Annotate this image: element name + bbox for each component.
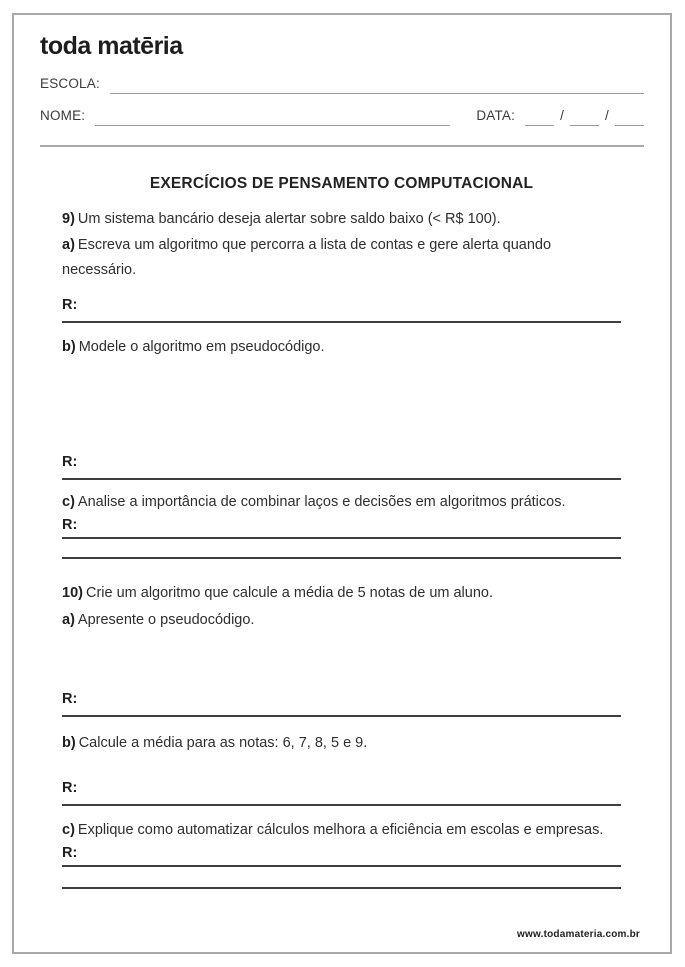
part-label: c) <box>62 494 75 510</box>
answer-line-10c-extra <box>62 887 621 889</box>
question-10-number: 10) <box>62 585 83 601</box>
part-text: Modele o algoritmo em pseudocódigo. <box>78 339 325 355</box>
date-separator: / <box>605 108 609 123</box>
part-label: a) <box>62 237 75 253</box>
question-10-part-b <box>62 731 621 756</box>
question-9-part-b <box>62 335 621 360</box>
part-label: b) <box>62 735 76 751</box>
question-9 <box>62 207 621 232</box>
date-year-blank <box>615 110 644 126</box>
part-text: Explique como automatizar cálculos melhora a eficiência em escolas e empresas. <box>77 822 604 838</box>
answer-line-9c-extra <box>62 557 621 559</box>
answer-label: R: <box>62 691 78 707</box>
answer-label: R: <box>62 454 78 470</box>
part-text: Calcule a média para as notas: 6, 7, 8, 5 e 9. <box>78 735 368 751</box>
header-divider <box>40 145 644 147</box>
name-blank-line <box>95 110 450 126</box>
answer-line-9a <box>62 295 621 323</box>
school-blank-line <box>110 78 644 94</box>
question-10-text: Crie um algoritmo que calcule a média de 5 notas de um aluno. <box>85 585 494 601</box>
toda-materia-logo: toda matēria <box>40 32 183 60</box>
worksheet-title: EXERCÍCIOS DE PENSAMENTO COMPUTACIONAL <box>149 175 534 192</box>
answer-label: R: <box>62 780 78 796</box>
part-label: c) <box>62 822 75 838</box>
worksheet-header <box>14 15 670 147</box>
question-9-part-c <box>62 490 621 515</box>
question-9-number: 9) <box>62 211 75 227</box>
answer-label: R: <box>62 845 78 861</box>
part-text: Escreva um algoritmo que percorra a lista de contas e gere alerta quando necessário. <box>62 237 552 278</box>
answer-label: R: <box>62 297 78 313</box>
answer-label: R: <box>62 517 78 533</box>
worksheet-body <box>14 174 670 889</box>
name-date-field <box>40 106 644 126</box>
part-label: a) <box>62 612 75 628</box>
question-9-text: Um sistema bancário deseja alertar sobre saldo baixo (< R$ 100). <box>77 211 501 227</box>
date-label: DATA: <box>476 108 516 123</box>
date-month-blank <box>570 110 599 126</box>
name-label: NOME: <box>40 108 86 123</box>
answer-line-10c <box>62 843 621 867</box>
answer-line-9b <box>62 452 621 480</box>
date-separator: / <box>560 108 565 123</box>
answer-line-9c <box>62 515 621 539</box>
school-field <box>40 74 644 94</box>
worksheet-page-frame <box>12 13 672 954</box>
footer-url: www.todamateria.com.br <box>517 929 640 940</box>
date-day-blank <box>525 110 554 126</box>
part-label: b) <box>62 339 76 355</box>
question-10-part-a <box>62 608 621 633</box>
date-field <box>476 106 644 126</box>
part-text: Analise a importância de combinar laços e decisões em algoritmos práticos. <box>77 494 566 510</box>
answer-line-10a <box>62 689 621 717</box>
question-9-part-a <box>62 233 621 283</box>
part-text: Apresente o pseudocódigo. <box>77 612 255 628</box>
school-label: ESCOLA: <box>40 76 100 91</box>
answer-line-10b <box>62 778 621 806</box>
question-10-part-c <box>62 818 621 843</box>
question-10 <box>62 581 621 606</box>
